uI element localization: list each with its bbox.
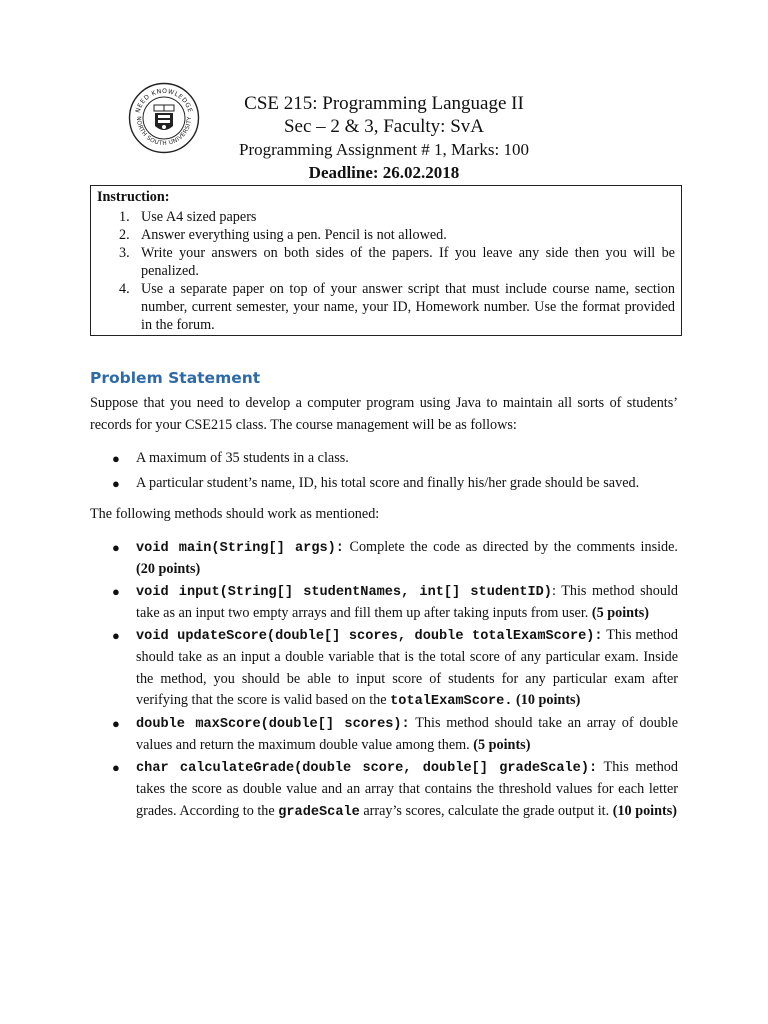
method-signature: char calculateGrade(double score, double[] gradeScale): [136,760,598,776]
method-description: This method takes the score as double value and an array that contains the threshold values for each letter grades. According to the [136,758,678,819]
problem-intro: Suppose that you need to develop a computer program using Java to maintain all sorts of students’ records for your CSE215 class. The course management will be as follows: [90,395,678,433]
course-header [200,92,568,184]
method-description: Complete the code as directed by the comments inside. [343,539,678,555]
method-points: (20 points) [136,561,201,578]
logo-top-text: NEED KNOWLEDGE [134,87,194,114]
method-description-continued: array’s scores, calculate the grade output it. [359,802,613,819]
logo-bottom-text: NORTH SOUTH UNIVERSITY [134,116,194,148]
deadline: Deadline: 26.02.2018 [308,163,460,182]
method-signature: void input(String[] studentNames, int[] studentID) [136,585,552,601]
list-item [90,757,678,823]
instruction-text: Use a separate paper on top of your answer script that must include course name, section number, current semester, your name, your ID, Homework number. Use the format provided in the forum. [141,281,675,333]
list-item [90,713,678,757]
requirements-list [90,448,678,498]
course-title: CSE 215: Programming Language II [244,93,524,114]
method-points: (10 points) [612,802,677,819]
instruction-text: Answer everything using a pen. Pencil is not allowed. [141,227,447,243]
instruction-number: 3. [119,245,130,261]
method-points: (5 points) [473,737,531,754]
method-description: This method should take as an input a double variable that is the total score of any particular exam. Inside the method, you should be able to input score of students for any particular exam after verifying that the score is valid based on the [136,627,678,709]
methods-intro: The following methods should work as mentioned: [90,506,380,522]
list-item [90,581,678,625]
instruction-item [91,208,681,226]
instruction-box [90,185,682,336]
instruction-item [91,244,681,280]
instruction-number: 2. [119,227,130,243]
code-reference: gradeScale [278,804,360,820]
instruction-item [91,280,681,334]
instruction-list [91,208,681,334]
bullet-icon: ● [112,759,120,775]
requirement-text: A maximum of 35 students in a class. [136,450,349,466]
instruction-number: 4. [119,281,130,297]
method-signature: void main(String[] args): [136,541,344,556]
method-points: (10 points) [516,692,581,709]
method-points: (5 points) [591,605,650,622]
method-signature: double maxScore(double[] scores): [136,716,410,732]
university-logo [128,82,200,154]
instruction-title: Instruction: [97,189,170,205]
instruction-text: Use A4 sized papers [141,209,257,225]
instruction-number: 1. [119,209,130,225]
bullet-icon: ● [112,584,120,600]
assignment-marks: Programming Assignment # 1, Marks: 100 [239,140,529,159]
bullet-icon: ● [112,476,120,491]
method-description: This method should take an array of double values and return the maximum double value among them. [136,714,679,754]
bullet-icon: ● [112,715,120,731]
bullet-icon: ● [112,628,120,644]
requirement-text: A particular student’s name, ID, his total score and finally his/her grade should be saved. [136,475,640,491]
list-item [90,448,678,469]
instruction-text: Write your answers on both sides of the papers. If you leave any side then you will be penalized. [141,245,675,279]
method-description: : This method should take as an input two empty arrays and fill them up after taking inputs from user. [136,583,678,622]
problem-statement-heading: Problem Statement [90,369,261,387]
bullet-icon: ● [112,451,120,466]
instruction-item [91,226,681,244]
section-faculty: Sec – 2 & 3, Faculty: SvA [283,116,485,137]
list-item [90,473,678,494]
method-signature: void updateScore(double[] scores, double totalExamScore): [136,629,603,645]
bullet-icon: ● [112,540,120,555]
methods-list [90,537,678,823]
list-item [90,625,678,712]
list-item [90,537,678,581]
code-reference: totalExamScore. [390,694,513,710]
